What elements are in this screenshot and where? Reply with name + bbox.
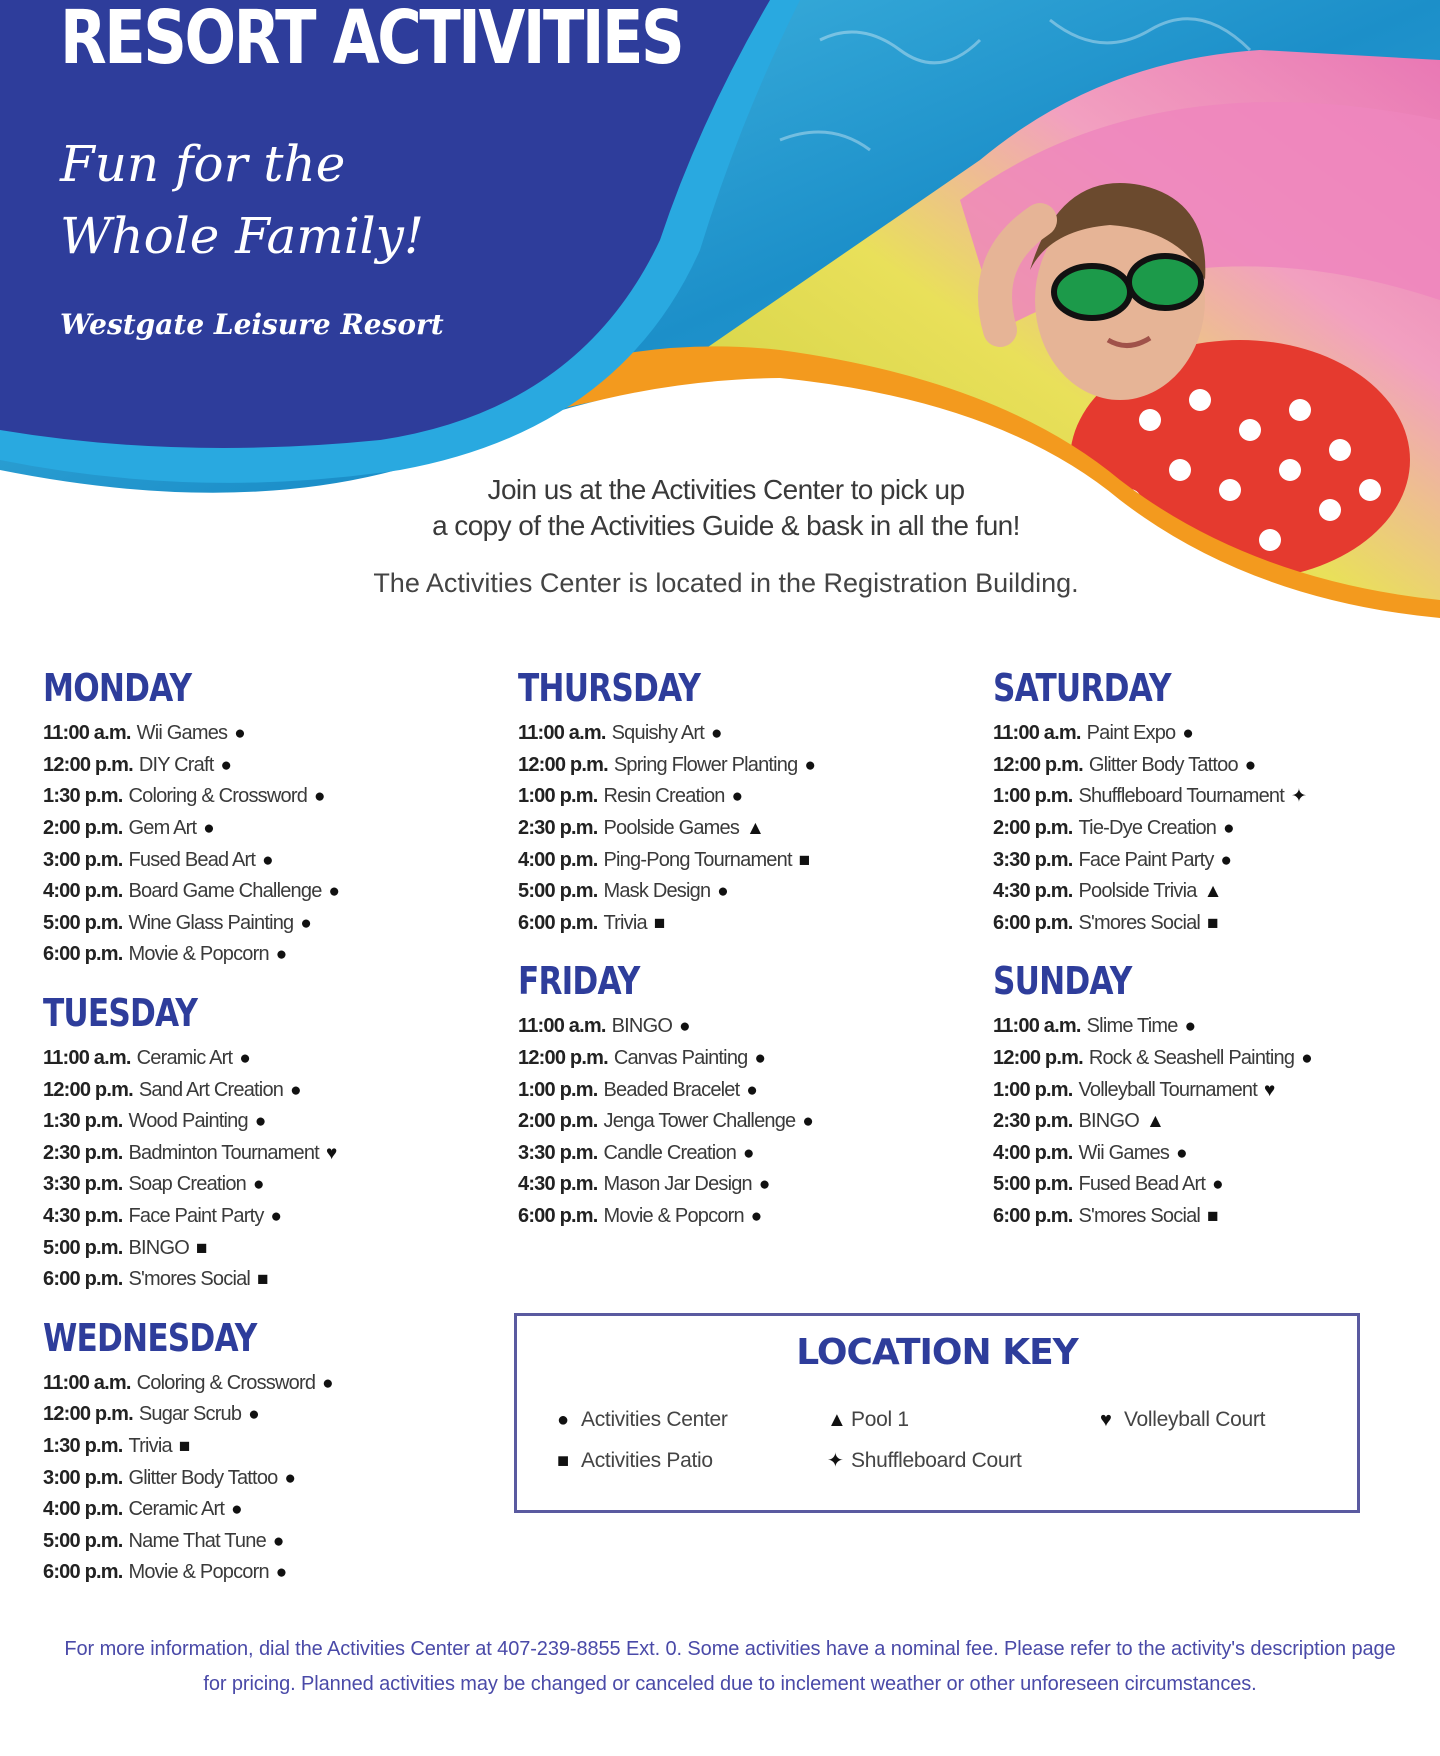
- square-icon: ■: [1207, 1206, 1218, 1228]
- event-time: 11:00 a.m.: [43, 1371, 131, 1394]
- event-time: 2:30 p.m.: [43, 1141, 123, 1164]
- event-time: 11:00 a.m.: [43, 722, 131, 745]
- tagline-line-1: Fun for the: [60, 135, 346, 193]
- event-name: Movie & Popcorn: [128, 943, 269, 966]
- intro-line-3: The Activities Center is located in the Registration Building.: [373, 568, 1079, 598]
- heart-icon: ♥: [325, 1142, 337, 1164]
- schedule-item: [518, 1074, 958, 1106]
- event-time: 12:00 p.m.: [43, 1403, 133, 1426]
- schedule-column-1: [43, 664, 483, 1607]
- event-time: 3:30 p.m.: [43, 1173, 123, 1196]
- square-icon: ■: [178, 1435, 190, 1457]
- circle-icon: ●: [254, 1111, 266, 1133]
- event-name: Ceramic Art: [128, 1498, 225, 1521]
- schedule-item: [43, 1368, 483, 1400]
- schedule-item: [43, 1201, 483, 1233]
- event-time: 11:00 a.m.: [518, 722, 606, 745]
- schedule-item: [518, 781, 958, 813]
- key-volleyball-court: [1100, 1408, 1265, 1432]
- circle-icon: ●: [1244, 754, 1256, 776]
- circle-icon: ●: [220, 754, 232, 776]
- event-time: 12:00 p.m.: [43, 1078, 133, 1101]
- schedule-item: [43, 718, 483, 750]
- schedule-item: [518, 718, 958, 750]
- schedule-item: [993, 1011, 1433, 1043]
- circle-icon: ●: [272, 1530, 284, 1552]
- event-time: 4:00 p.m.: [43, 880, 123, 903]
- schedule-item: [993, 718, 1433, 750]
- circle-icon: ●: [300, 912, 312, 934]
- key-label: Volleyball Court: [1124, 1408, 1266, 1431]
- event-time: 12:00 p.m.: [43, 753, 133, 776]
- circle-icon: ●: [804, 754, 816, 776]
- circle-icon: ●: [1223, 818, 1234, 840]
- event-time: 4:00 p.m.: [993, 1141, 1073, 1164]
- event-name: S'mores Social: [1078, 911, 1201, 934]
- schedule-item: [43, 1138, 483, 1170]
- circle-icon: ●: [750, 1206, 762, 1228]
- event-time: 1:30 p.m.: [43, 1434, 123, 1457]
- event-name: Name That Tune: [128, 1529, 266, 1552]
- schedule-item: [518, 1011, 958, 1043]
- circle-icon: ●: [275, 944, 287, 966]
- event-time: 4:00 p.m.: [43, 1498, 123, 1521]
- footer-note: For more information, dial the Activities Center at 407-239-8855 Ext. 0. Some activities have a nominal fee. Please refer to the activity's description page for pricing. Planned activities may be changed or canceled due to inclement weather or other unforeseen circumstances.: [64, 1638, 1396, 1695]
- event-name: Movie & Popcorn: [128, 1561, 269, 1584]
- event-name: Sugar Scrub: [138, 1403, 242, 1426]
- circle-icon: ●: [284, 1467, 296, 1489]
- event-time: 1:00 p.m.: [993, 785, 1073, 808]
- circle-icon: ●: [758, 1174, 770, 1196]
- day-title: WEDNESDAY: [43, 1315, 257, 1360]
- location-key: [514, 1313, 1360, 1513]
- circle-icon: ●: [248, 1404, 259, 1426]
- schedule-item: [993, 1169, 1433, 1201]
- event-name: Badminton Tournament: [128, 1141, 319, 1164]
- day-title: FRIDAY: [518, 959, 640, 1004]
- circle-icon: ●: [262, 849, 273, 871]
- circle-icon: ●: [1212, 1174, 1223, 1196]
- schedule-item: [993, 876, 1433, 908]
- event-name: Slime Time: [1086, 1015, 1178, 1038]
- event-time: 3:00 p.m.: [43, 1466, 123, 1489]
- event-time: 5:00 p.m.: [43, 1529, 123, 1552]
- circle-icon: ●: [252, 1174, 264, 1196]
- circle-icon: ●: [557, 1409, 569, 1431]
- event-time: 6:00 p.m.: [993, 1205, 1073, 1228]
- circle-icon: ●: [731, 786, 743, 808]
- event-time: 11:00 a.m.: [993, 1015, 1081, 1038]
- schedule-item: [518, 750, 958, 782]
- day-saturday: [993, 664, 1433, 939]
- event-name: BINGO: [611, 1015, 673, 1038]
- square-icon: ■: [798, 849, 810, 871]
- event-name: Trivia: [603, 911, 647, 934]
- event-name: Wine Glass Painting: [128, 911, 294, 934]
- event-time: 6:00 p.m.: [43, 1268, 123, 1291]
- event-time: 2:00 p.m.: [518, 1110, 598, 1133]
- key-activities-patio: [557, 1449, 713, 1473]
- schedule-item: [518, 908, 958, 940]
- event-name: Jenga Tower Challenge: [603, 1110, 796, 1133]
- event-name: Rock & Seashell Painting: [1088, 1047, 1295, 1070]
- schedule-column-3: [993, 664, 1433, 1250]
- day-wednesday: [43, 1314, 483, 1589]
- event-time: 1:00 p.m.: [518, 785, 598, 808]
- event-time: 6:00 p.m.: [43, 1561, 123, 1584]
- schedule-item: [43, 908, 483, 940]
- circle-icon: ●: [290, 1079, 301, 1101]
- event-time: 12:00 p.m.: [518, 753, 608, 776]
- day-monday: [43, 664, 483, 971]
- event-name: Fused Bead Art: [1078, 1173, 1206, 1196]
- circle-icon: ●: [802, 1111, 814, 1133]
- schedule-item: [993, 1138, 1433, 1170]
- square-icon: ■: [1207, 912, 1218, 934]
- schedule-item: [43, 1494, 483, 1526]
- circle-icon: ●: [743, 1142, 754, 1164]
- event-name: Wii Games: [136, 722, 228, 745]
- event-name: Board Game Challenge: [128, 880, 322, 903]
- event-time: 2:30 p.m.: [993, 1110, 1073, 1133]
- schedule-item: [43, 939, 483, 971]
- event-name: Beaded Bracelet: [603, 1078, 740, 1101]
- circle-icon: ●: [1301, 1048, 1312, 1070]
- schedule-item: [43, 844, 483, 876]
- schedule-item: [993, 750, 1433, 782]
- schedule-item: [993, 844, 1433, 876]
- event-name: Candle Creation: [603, 1141, 737, 1164]
- key-label: Activities Center: [581, 1408, 728, 1431]
- schedule-item: [518, 1169, 958, 1201]
- key-label: Activities Patio: [581, 1449, 713, 1472]
- circle-icon: ●: [1176, 1142, 1187, 1164]
- circle-icon: ●: [231, 1499, 242, 1521]
- schedule-item: [518, 844, 958, 876]
- star-icon: ✦: [827, 1450, 844, 1472]
- event-name: Resin Creation: [603, 785, 725, 808]
- event-name: Squishy Art: [611, 722, 705, 745]
- key-label: Pool 1: [851, 1408, 909, 1431]
- event-time: 1:00 p.m.: [993, 1078, 1073, 1101]
- circle-icon: ●: [322, 1372, 333, 1394]
- schedule-item: [993, 781, 1433, 813]
- event-time: 6:00 p.m.: [518, 1205, 598, 1228]
- star-icon: ✦: [1290, 786, 1307, 808]
- schedule-item: [43, 1525, 483, 1557]
- event-name: Spring Flower Planting: [613, 753, 798, 776]
- circle-icon: ●: [270, 1206, 282, 1228]
- event-time: 12:00 p.m.: [993, 753, 1083, 776]
- event-name: Canvas Painting: [613, 1047, 748, 1070]
- event-time: 12:00 p.m.: [518, 1047, 608, 1070]
- schedule-item: [518, 1138, 958, 1170]
- schedule-item: [43, 1106, 483, 1138]
- schedule-item: [993, 1043, 1433, 1075]
- triangle-icon: ▲: [1145, 1111, 1164, 1133]
- day-title: MONDAY: [43, 666, 192, 710]
- circle-icon: ●: [239, 1048, 250, 1070]
- event-time: 5:00 p.m.: [518, 880, 598, 903]
- heart-icon: ♥: [1100, 1409, 1112, 1431]
- event-name: Paint Expo: [1086, 722, 1176, 745]
- day-thursday: [518, 664, 958, 939]
- triangle-icon: ▲: [1203, 881, 1222, 903]
- schedule-item: [993, 1106, 1433, 1138]
- intro-line-1: Join us at the Activities Center to pick up: [487, 474, 965, 505]
- schedule-item: [43, 781, 483, 813]
- event-name: Glitter Body Tattoo: [1088, 753, 1238, 776]
- event-name: Poolside Games: [603, 817, 740, 840]
- event-time: 4:00 p.m.: [518, 848, 598, 871]
- circle-icon: ●: [711, 723, 722, 745]
- schedule-item: [43, 750, 483, 782]
- tagline: [60, 128, 480, 272]
- event-time: 5:00 p.m.: [993, 1173, 1073, 1196]
- event-name: S'mores Social: [1078, 1205, 1201, 1228]
- event-time: 1:30 p.m.: [43, 785, 123, 808]
- event-name: Mask Design: [603, 880, 711, 903]
- circle-icon: ●: [746, 1079, 758, 1101]
- square-icon: ■: [557, 1450, 569, 1472]
- event-name: Glitter Body Tattoo: [128, 1466, 278, 1489]
- event-name: Movie & Popcorn: [603, 1205, 744, 1228]
- event-name: Coloring & Crossword: [136, 1371, 316, 1394]
- schedule-item: [993, 1074, 1433, 1106]
- schedule-item: [43, 813, 483, 845]
- schedule-item: [43, 1557, 483, 1589]
- schedule-item: [43, 1232, 483, 1264]
- event-time: 11:00 a.m.: [518, 1015, 606, 1038]
- key-activities-center: [557, 1408, 728, 1432]
- tagline-line-2: Whole Family!: [60, 207, 425, 265]
- key-shuffleboard-court: [827, 1449, 1022, 1473]
- event-time: 4:30 p.m.: [518, 1173, 598, 1196]
- day-sunday: [993, 957, 1433, 1232]
- event-name: Gem Art: [128, 817, 197, 840]
- circle-icon: ●: [1184, 1016, 1196, 1038]
- event-name: Fused Bead Art: [128, 848, 256, 871]
- event-time: 5:00 p.m.: [43, 1236, 123, 1259]
- event-time: 4:30 p.m.: [43, 1205, 123, 1228]
- triangle-icon: ▲: [746, 818, 765, 840]
- event-name: BINGO: [1078, 1110, 1139, 1133]
- event-name: Face Paint Party: [128, 1205, 264, 1228]
- circle-icon: ●: [754, 1048, 766, 1070]
- key-label: Shuffleboard Court: [851, 1449, 1022, 1472]
- event-time: 3:30 p.m.: [993, 848, 1073, 871]
- schedule-item: [43, 1169, 483, 1201]
- event-time: 11:00 a.m.: [993, 722, 1081, 745]
- circle-icon: ●: [203, 818, 214, 840]
- event-name: Trivia: [128, 1434, 172, 1457]
- day-title: THURSDAY: [518, 666, 701, 710]
- circle-icon: ●: [234, 723, 245, 745]
- schedule-item: [518, 1106, 958, 1138]
- event-time: 1:30 p.m.: [43, 1110, 123, 1133]
- resort-name: Westgate Leisure Resort: [60, 308, 444, 341]
- event-time: 3:30 p.m.: [518, 1141, 598, 1164]
- location-key-title: LOCATION KEY: [796, 1332, 1078, 1373]
- day-title: SATURDAY: [993, 666, 1171, 710]
- circle-icon: ●: [717, 881, 728, 903]
- schedule-item: [43, 1043, 483, 1075]
- event-name: Volleyball Tournament: [1078, 1078, 1258, 1101]
- event-time: 2:00 p.m.: [993, 817, 1073, 840]
- event-name: BINGO: [128, 1236, 189, 1259]
- schedule-item: [518, 1043, 958, 1075]
- event-time: 1:00 p.m.: [518, 1078, 598, 1101]
- schedule-column-2: [518, 664, 958, 1250]
- event-time: 6:00 p.m.: [43, 943, 123, 966]
- triangle-icon: ▲: [827, 1409, 847, 1431]
- event-time: 2:00 p.m.: [43, 817, 123, 840]
- key-pool-1: [827, 1408, 909, 1432]
- event-time: 6:00 p.m.: [993, 911, 1073, 934]
- intro-line-2: a copy of the Activities Guide & bask in all the fun!: [432, 510, 1020, 541]
- circle-icon: ●: [275, 1562, 287, 1584]
- event-name: Coloring & Crossword: [128, 785, 308, 808]
- event-name: Shuffleboard Tournament: [1078, 785, 1284, 808]
- event-time: 2:30 p.m.: [518, 817, 598, 840]
- schedule-item: [993, 1201, 1433, 1233]
- circle-icon: ●: [314, 786, 325, 808]
- circle-icon: ●: [679, 1016, 690, 1038]
- event-name: Ping-Pong Tournament: [603, 848, 792, 871]
- event-time: 5:00 p.m.: [43, 911, 123, 934]
- event-name: Soap Creation: [128, 1173, 246, 1196]
- event-time: 12:00 p.m.: [993, 1047, 1083, 1070]
- schedule-item: [43, 876, 483, 908]
- schedule-item: [43, 1431, 483, 1463]
- schedule-item: [43, 1264, 483, 1296]
- schedule-item: [518, 813, 958, 845]
- event-time: 11:00 a.m.: [43, 1047, 131, 1070]
- day-title: TUESDAY: [43, 990, 198, 1035]
- schedule-item: [518, 876, 958, 908]
- event-name: Poolside Trivia: [1078, 880, 1197, 903]
- schedule-item: [43, 1074, 483, 1106]
- event-name: Sand Art Creation: [138, 1078, 284, 1101]
- square-icon: ■: [653, 912, 665, 934]
- event-name: Tie-Dye Creation: [1078, 817, 1217, 840]
- schedule-item: [993, 813, 1433, 845]
- square-icon: ■: [195, 1237, 207, 1259]
- event-name: Mason Jar Design: [603, 1173, 752, 1196]
- page-title: RESORT ACTIVITIES: [60, 0, 683, 81]
- schedule-item: [518, 1201, 958, 1233]
- event-time: 3:00 p.m.: [43, 848, 123, 871]
- event-name: S'mores Social: [128, 1268, 251, 1291]
- event-name: Wii Games: [1078, 1141, 1170, 1164]
- heart-icon: ♥: [1264, 1079, 1275, 1101]
- schedule-item: [43, 1399, 483, 1431]
- event-name: Ceramic Art: [136, 1047, 233, 1070]
- day-friday: [518, 957, 958, 1232]
- day-title: SUNDAY: [993, 959, 1132, 1004]
- event-time: 4:30 p.m.: [993, 880, 1073, 903]
- event-name: Face Paint Party: [1078, 848, 1214, 871]
- event-time: 6:00 p.m.: [518, 911, 598, 934]
- event-name: Wood Painting: [128, 1110, 248, 1133]
- schedule-item: [993, 908, 1433, 940]
- day-tuesday: [43, 989, 483, 1296]
- square-icon: ■: [257, 1269, 268, 1291]
- circle-icon: ●: [328, 881, 340, 903]
- circle-icon: ●: [1220, 849, 1232, 871]
- event-name: DIY Craft: [138, 753, 214, 776]
- circle-icon: ●: [1182, 723, 1194, 745]
- schedule-item: [43, 1462, 483, 1494]
